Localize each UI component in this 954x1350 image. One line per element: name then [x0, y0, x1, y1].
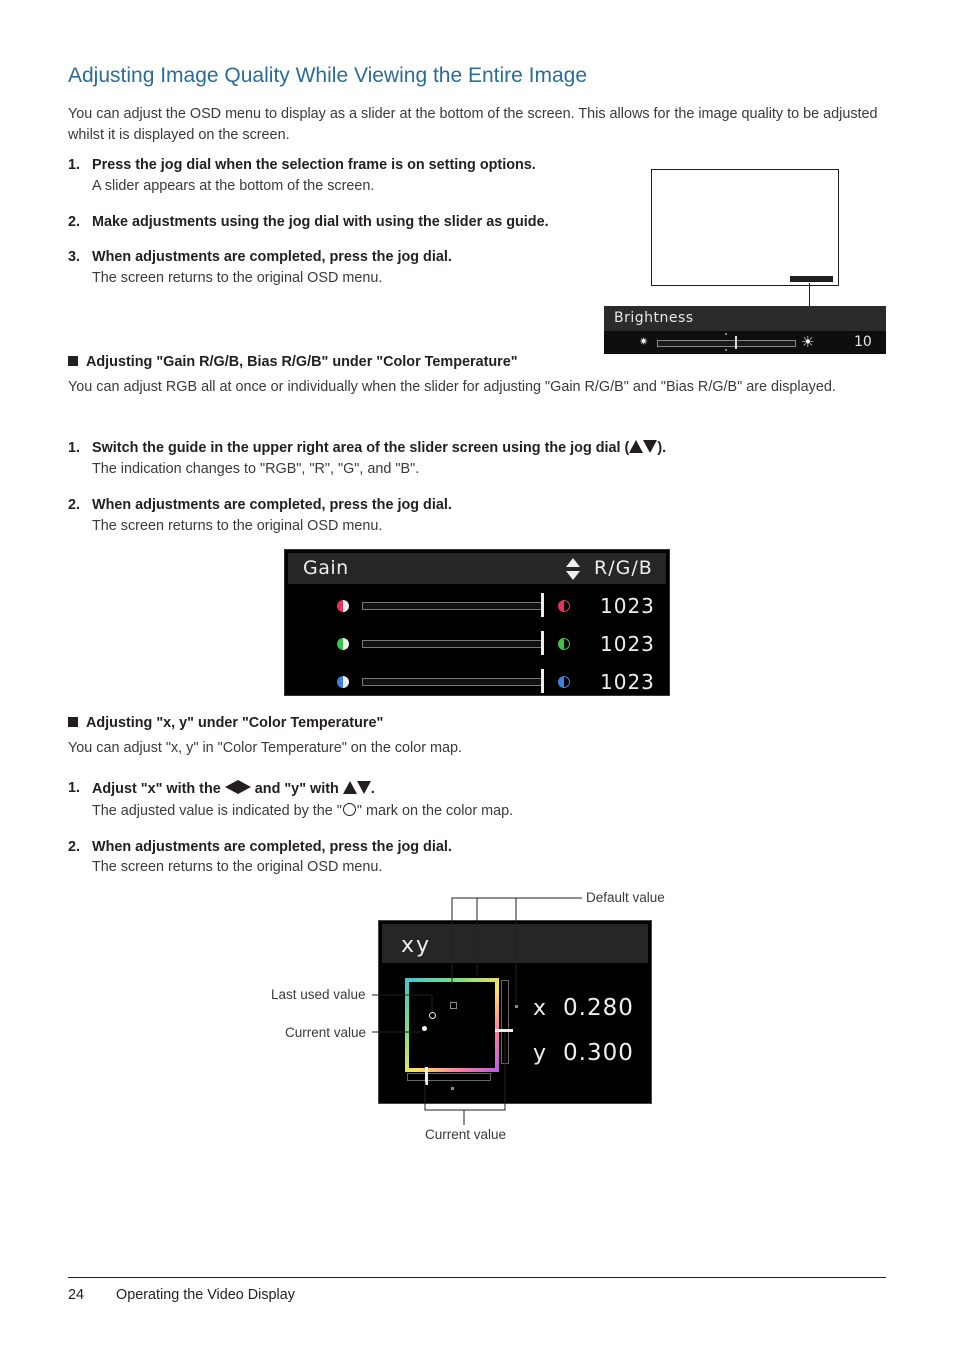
- gain-value: 1023: [600, 632, 655, 656]
- step-1-number: 1.: [68, 157, 81, 173]
- footer-page-number: 24: [68, 1287, 85, 1303]
- gain-value: 1023: [600, 594, 655, 618]
- footer-rule: [68, 1277, 886, 1278]
- xy-step-1-b: and "y" with: [254, 781, 339, 797]
- current-value-bottom-bracket: [425, 1032, 505, 1110]
- default-value-line: [452, 898, 516, 1003]
- x-value: 0.280: [563, 995, 634, 1021]
- sun-large-icon: ☀: [801, 334, 815, 351]
- step-3-desc: The screen returns to the original OSD menu.: [92, 270, 383, 286]
- gain-step-1-desc: The indication changes to "RGB", "R", "G", and "B".: [92, 461, 420, 477]
- callout-current-value-bottom: Current value: [425, 1127, 507, 1142]
- xy-step-1-desc-a: The adjusted value is indicated by the ": [92, 803, 342, 819]
- brightness-label: Brightness: [614, 310, 694, 326]
- gain-step-1-title-a: Switch the guide in the upper right area of the slider screen using the jog dial (: [92, 440, 630, 456]
- page-title: Adjusting Image Quality While Viewing the Entire Image: [68, 64, 588, 87]
- callout-default-value: Default value: [586, 890, 665, 905]
- xy-step-2-desc: The screen returns to the original OSD menu.: [92, 859, 383, 875]
- section-gain-desc: You can adjust RGB all at once or individually when the slider for adjusting "Gain R/G/B" and "Bias R/G/B" are displayed.: [68, 379, 836, 395]
- gain-step-2-title: When adjustments are completed, press the jog dial.: [92, 497, 452, 513]
- gain-step-1-number: 1.: [68, 440, 81, 456]
- section-gain-heading-text: Adjusting "Gain R/G/B, Bias R/G/B" under "Color Temperature": [86, 354, 518, 370]
- sun-small-icon: ✷: [639, 336, 649, 348]
- intro-paragraph: You can adjust the OSD menu to display as a slider at the bottom of the screen. This allows for the image quality to be adjusted whilst it is displayed on the screen.: [68, 106, 878, 143]
- xy-osd-title: xy: [401, 933, 432, 958]
- step-3-title: When adjustments are completed, press the jog dial.: [92, 249, 452, 265]
- xy-step-2-title: When adjustments are completed, press the jog dial.: [92, 839, 452, 855]
- step-1-desc: A slider appears at the bottom of the screen.: [92, 178, 375, 194]
- callout-last-used-value: Last used value: [271, 987, 366, 1002]
- brightness-value: 10: [854, 334, 872, 350]
- xy-step-1-number: 1.: [68, 780, 81, 796]
- y-value: 0.300: [563, 1040, 634, 1066]
- xy-step-1-c: .: [370, 781, 375, 797]
- step-2-title: Make adjustments using the jog dial with using the slider as guide.: [92, 214, 549, 230]
- section-xy-heading-text: Adjusting "x, y" under "Color Temperature": [86, 715, 384, 731]
- step-3-number: 3.: [68, 249, 81, 265]
- gain-osd-mode[interactable]: R/G/B: [594, 557, 653, 579]
- step-1-title: Press the jog dial when the selection frame is on setting options.: [92, 157, 536, 173]
- gain-osd-title: Gain: [303, 557, 349, 579]
- x-label: x: [533, 996, 547, 1021]
- gain-step-2-desc: The screen returns to the original OSD menu.: [92, 518, 383, 534]
- callout-current-value-left: Current value: [285, 1025, 367, 1040]
- gain-step-1-title-b: ).: [657, 440, 667, 456]
- y-label: y: [533, 1041, 547, 1066]
- xy-step-1-desc-b: " mark on the color map.: [356, 803, 514, 819]
- gain-value: 1023: [600, 670, 655, 694]
- section-xy-desc: You can adjust "x, y" in "Color Temperature" on the color map.: [68, 740, 462, 756]
- step-2-number: 2.: [68, 214, 81, 230]
- footer-section-title: Operating the Video Display: [116, 1287, 295, 1303]
- xy-step-1-a: Adjust "x" with the: [92, 781, 221, 797]
- xy-step-2-number: 2.: [68, 839, 81, 855]
- gain-step-2-number: 2.: [68, 497, 81, 513]
